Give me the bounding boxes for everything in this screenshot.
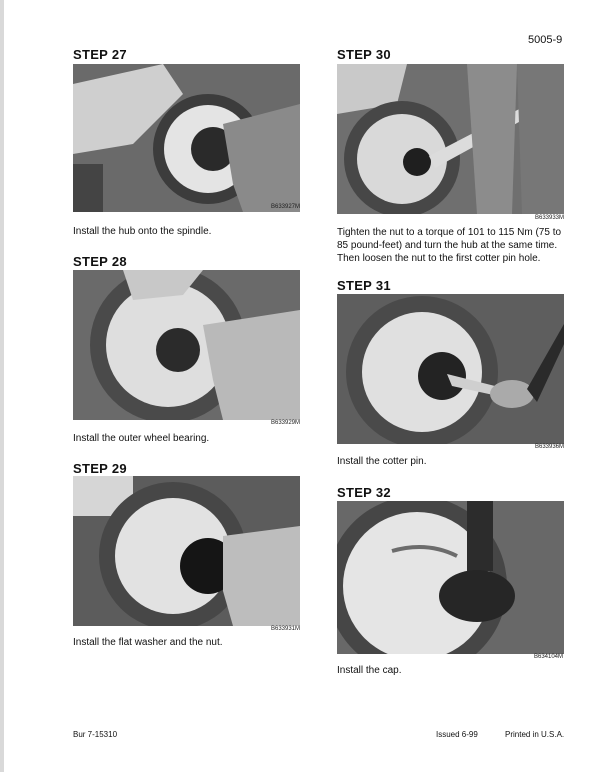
step-31-title: STEP 31	[337, 278, 391, 293]
step-31-photo	[337, 294, 564, 444]
step-32-caption: Install the cap.	[337, 665, 402, 676]
step-30-figure-id: B633933M	[535, 215, 565, 221]
step-31-caption: Install the cotter pin.	[337, 456, 427, 467]
footer-printed: Printed in U.S.A.	[505, 730, 565, 739]
step-29-caption: Install the flat washer and the nut.	[73, 637, 223, 648]
step-29-title: STEP 29	[73, 461, 127, 476]
step-27-figure-id: B633927M	[271, 204, 301, 210]
step-28-figure-id: B633929M	[271, 420, 301, 426]
step-30-title: STEP 30	[337, 47, 391, 62]
step-32-title: STEP 32	[337, 485, 391, 500]
step-31-figure-id: B633936M	[535, 444, 565, 450]
step-32-figure-id: B634104M	[534, 654, 564, 660]
step-28-caption: Install the outer wheel bearing.	[73, 433, 210, 444]
step-30-caption-line-2: 85 pound-feet) and turn the hub at the same time.	[337, 240, 558, 251]
step-32-photo	[337, 501, 564, 654]
footer-document-number: Bur 7-15310	[73, 730, 118, 739]
step-28-title: STEP 28	[73, 254, 127, 269]
step-29-photo	[73, 476, 300, 626]
footer-issued: Issued 6-99	[436, 730, 478, 739]
step-30-caption	[337, 226, 569, 265]
step-30-caption-line-1: Tighten the nut to a torque of 101 to 115 Nm (75 to	[337, 227, 562, 238]
page-number: 5005-9	[528, 34, 563, 46]
step-27-caption: Install the hub onto the spindle.	[73, 226, 212, 237]
step-27-photo	[73, 64, 300, 212]
step-30-photo	[337, 64, 564, 214]
page-edge	[0, 0, 4, 772]
step-29-figure-id: B633931M	[271, 626, 301, 632]
step-30-caption-line-3: Then loosen the nut to the first cotter pin hole.	[337, 253, 541, 264]
step-27-title: STEP 27	[73, 47, 127, 62]
step-28-photo	[73, 270, 300, 420]
